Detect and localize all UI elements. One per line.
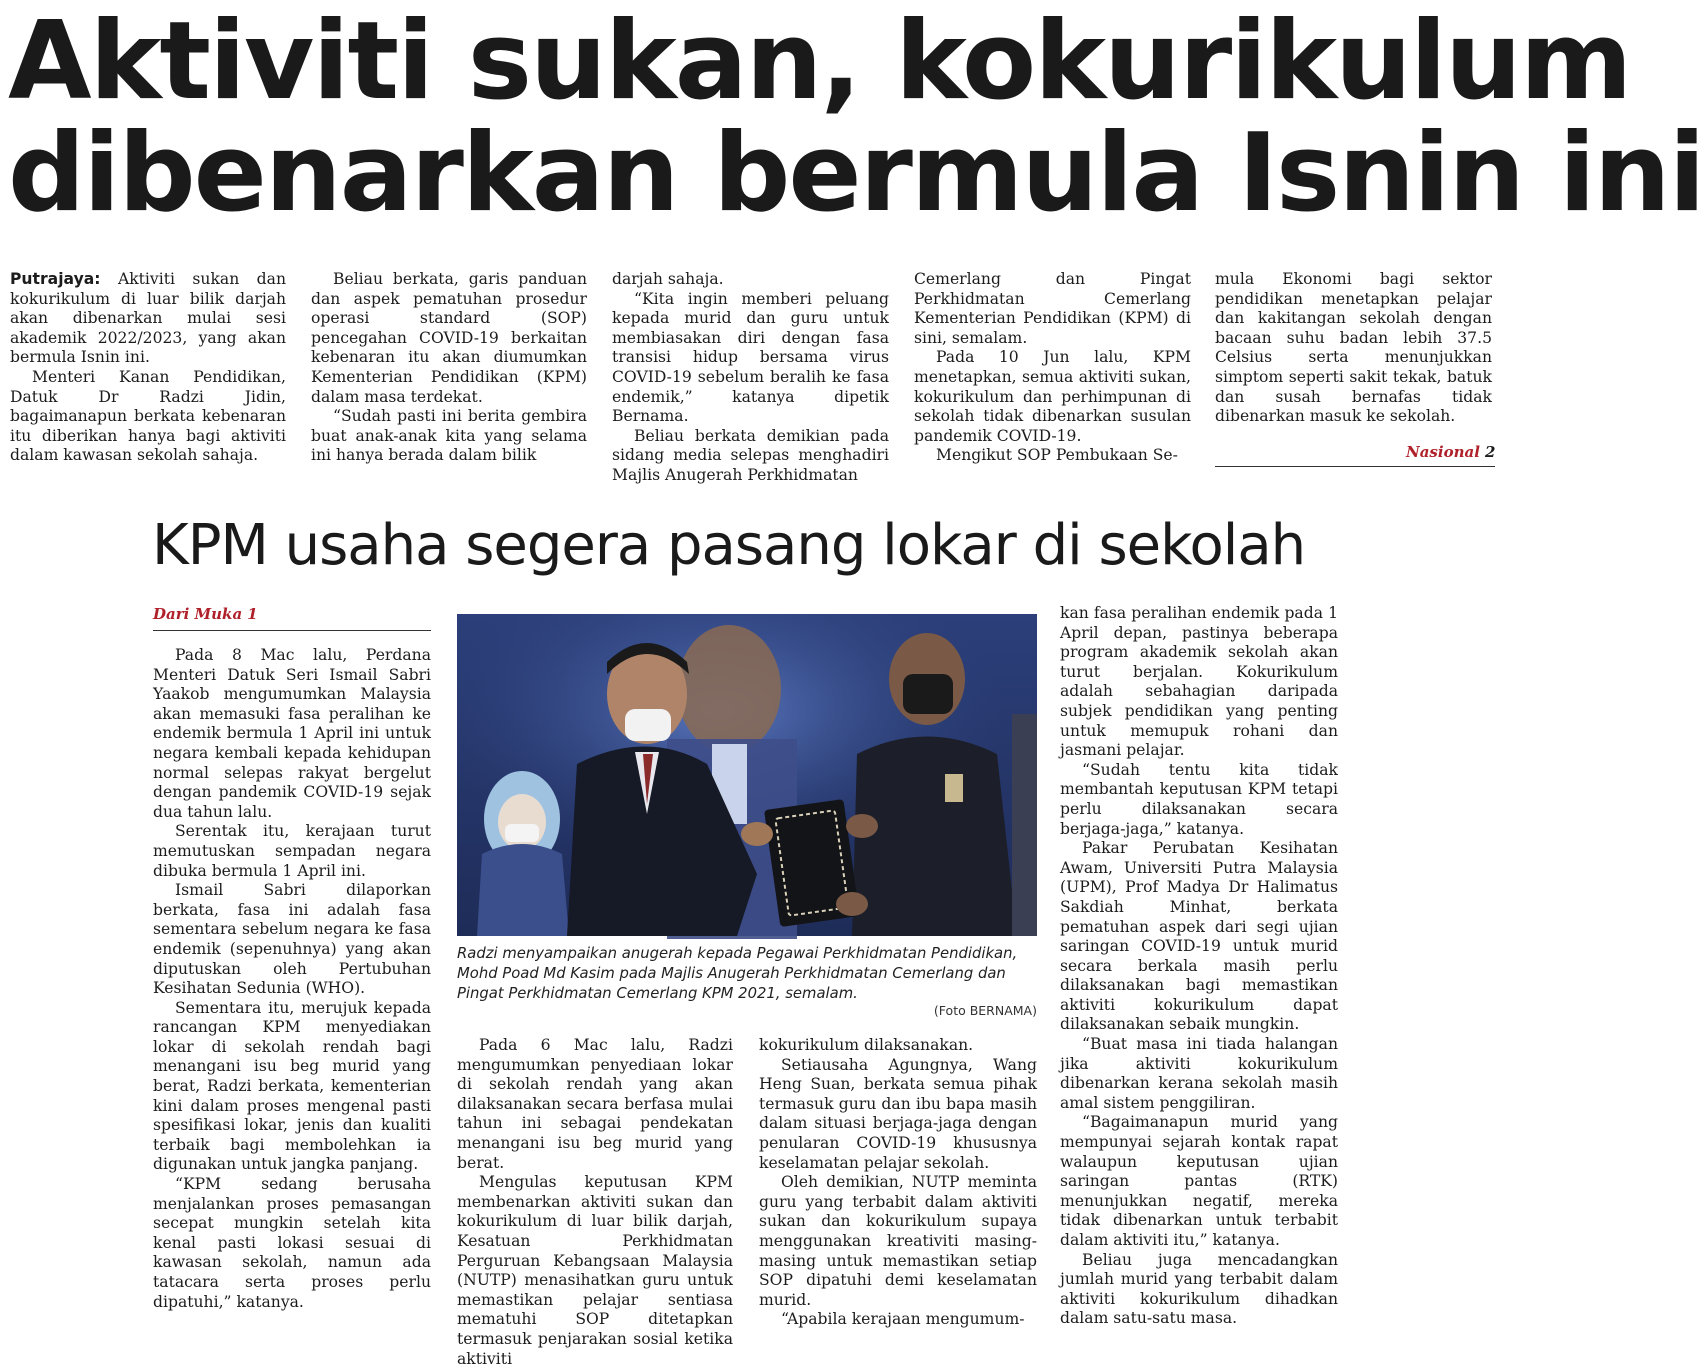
divider-kicker [153, 630, 431, 631]
jump-page: 2 [1485, 443, 1496, 461]
article2-col4-para-3: Pakar Perubatan Kesihatan Awam, Universiti Putra Malaysia (UPM), Prof Madya Dr Halimatus Sakdiah Minhat, berkata pematuhan aspek dari segi ujian saringan COVID-19 untuk murid secara berkala masih perlu dilaksanakan bagi memastikan aktiviti kokurikulum dapat dilaksanakan sebaik mungkin. [1060, 839, 1338, 1034]
article1-col2-para-1: Beliau berkata, garis panduan dan aspek pematuhan prosedur operasi standard (SOP) pencegahan COVID-19 berkaitan kebenaran itu akan diumumkan Kementerian Pendidikan (KPM) dalam masa terdekat. [311, 270, 587, 406]
jump-label: Nasional [1406, 443, 1480, 461]
article2-col4-para-2: “Sudah tentu kita tidak membantah keputusan KPM tetapi perlu dilaksanakan secara berjaga-jaga,” katanya. [1060, 760, 1338, 838]
article2-col4-para-1: kan fasa peralihan endemik pada 1 April depan, pastinya beberapa program akademik sekolah akan turut berjalan. Kokurikulum adalah sebahagian daripada subjek pendidikan yang penting untuk memupuk rohani dan jasmani pelajar. [1060, 604, 1338, 760]
article1-column-4 [914, 270, 1191, 466]
award-ceremony-photo [457, 614, 1037, 936]
photo-caption: Radzi menyampaikan anugerah kepada Pegawai Perkhidmatan Pendidikan, Mohd Poad Md Kasim pada Majlis Anugerah Perkhidmatan Cemerlang dan Pingat Perkhidmatan Cemerlang KPM 2021, semalam. [457, 945, 1018, 1002]
kicker-label: Dari Muka [153, 605, 243, 623]
article1-col3-para-3: Beliau berkata demikian pada sidang media selepas menghadiri Majlis Anugerah Perkhidmatan [612, 426, 889, 484]
article2-col1-para-4: Sementara itu, merujuk kepada rancangan KPM menyediakan lokar di sekolah rendah bagi menangani isu beg murid yang berat, Radzi berkata, kementerian kini dalam proses mengenal pasti spesifikasi lokar, jenis dan kualiti terbaik bagi membolehkan ia digunakan untuk jangka panjang. [153, 998, 431, 1174]
article1-col1-para-2: Menteri Kanan Pendidikan, Datuk Dr Radzi Jidin, bagaimanapun berkata kebenaran itu diberikan hanya bagi aktiviti dalam kawasan sekolah sahaja. [10, 367, 286, 465]
divider-jump [1215, 466, 1495, 467]
article2-col4-para-5: “Bagaimanapun murid yang mempunyai sejarah kontak rapat walaupun keputusan ujian saringan pantas (RTK) menunjukkan negatif, mereka tidak dibenarkan untuk terbabit dalam aktiviti itu,” katanya. [1060, 1113, 1338, 1249]
kicker-dari-muka [153, 604, 429, 623]
headline-main [8, 0, 1704, 236]
article1-col3-para-1: darjah sahaja. [612, 270, 724, 288]
article2-col3-para-2: Setiausaha Agungnya, Wang Heng Suan, berkata semua pihak termasuk guru dan ibu bapa masih dalam situasi berjaga-jaga dengan penularan COVID-19 khususnya keselamatan pelajar sekolah. [759, 1055, 1037, 1172]
photo-credit: (Foto BERNAMA) [933, 1003, 1037, 1018]
article2-col4-para-4: “Buat masa ini tiada halangan jika aktiviti kokurikulum dibenarkan kerana sekolah masih amal sistem penggiliran. [1060, 1035, 1338, 1112]
kicker-page: 1 [247, 605, 258, 623]
article1-col4-para-1: Cemerlang dan Pingat Perkhidmatan Cemerlang Kementerian Pendidikan (KPM) di sini, semalam. [914, 270, 1191, 347]
article2-column-3 [759, 1036, 1037, 1330]
headline-secondary: KPM usaha segera pasang lokar di sekolah [152, 513, 1306, 578]
article2-column-1 [153, 646, 431, 1312]
article2-col1-para-2: Serentak itu, kerajaan turut memutuskan sempadan negara dibuka bermula 1 April ini. [153, 822, 431, 880]
article2-col1-para-5: “KPM sedang berusaha menjalankan proses pemasangan secepat mungkin setelah kita kenal pasti lokasi sesuai di kawasan sekolah, namun ada tatacara serta proses perlu dipatuhi,” katanya. [153, 1175, 431, 1311]
article2-col3-para-3: Oleh demikian, NUTP meminta guru yang terbabit dalam aktiviti sukan dan kokurikulum supaya menggunakan kreativiti masing-masing untuk memastikan setiap SOP dipatuhi demi keselamatan murid. [759, 1173, 1037, 1309]
article1-column-3 [612, 270, 889, 486]
dateline: Putrajaya: [10, 270, 101, 288]
headline-main-line1: Aktiviti sukan, kokurikulum [8, 0, 1631, 124]
article2-col1-para-3: Ismail Sabri dilaporkan berkata, fasa ini adalah fasa sementara sebelum negara ke fasa endemik (sepenuhnya) yang akan diputuskan oleh Pertubuhan Kesihatan Sedunia (WHO). [153, 881, 431, 998]
article2-col4-para-6: Beliau juga mencadangkan jumlah murid yang terbabit dalam aktiviti kokurikulum dihadkan dalam satu-satu masa. [1060, 1250, 1338, 1328]
article1-col4-para-2: Pada 10 Jun lalu, KPM menetapkan, semua aktiviti sukan, kokurikulum dan perhimpunan di sekolah tidak dibenarkan susulan pandemik COVID-19. [914, 348, 1191, 445]
article1-col5-para-1: mula Ekonomi bagi sektor pendidikan menetapkan pelajar dan kakitangan sekolah dengan bacaan suhu badan lebih 37.5 Celsius serta menunjukkan simptom seperti sakit tekak, batuk dan susah bernafas tidak dibenarkan masuk ke sekolah. [1215, 270, 1492, 426]
article1-col4-para-3: Mengikut SOP Pembukaan Se- [936, 446, 1178, 465]
article2-col3-para-4: “Apabila kerajaan mengumum- [781, 1310, 1025, 1329]
article2-col2-para-2: Mengulas keputusan KPM membenarkan aktiviti sukan dan kokurikulum di luar bilik darjah, Kesatuan Perkhidmatan Perguruan Kebangsaan Malaysia (NUTP) menasihatkan guru untuk memastikan pelajar sentiasa mematuhi SOP ditetapkan termasuk penjarakan sosial ketika aktiviti [457, 1173, 733, 1368]
article1-col1-para-1: Aktiviti sukan dan kokurikulum di luar bilik darjah akan dibenarkan mulai sesi akademik 2022/2023, yang akan bermula Isnin ini. [10, 270, 286, 367]
headline-main-line2: dibenarkan bermula Isnin ini [8, 111, 1704, 236]
article1-column-2 [311, 270, 587, 466]
article1-column-1 [10, 270, 286, 466]
article1-column-5 [1215, 270, 1492, 427]
article2-column-2 [457, 1036, 733, 1369]
article1-col2-para-2: “Sudah pasti ini berita gembira buat anak-anak kita yang selama ini hanya berada dalam bilik [311, 407, 587, 465]
article2-col2-para-1: Pada 6 Mac lalu, Radzi mengumumkan penyediaan lokar di sekolah rendah yang akan dilaksanakan secara berfasa mulai tahun ini sebagai pendekatan menangani isu beg murid yang berat. [457, 1036, 733, 1172]
article2-col3-para-1: kokurikulum dilaksanakan. [759, 1036, 974, 1054]
article2-column-4 [1060, 604, 1338, 1329]
article1-col3-para-2: “Kita ingin memberi peluang kepada murid dan guru untuk membiasakan diri dengan fasa transisi hidup bersama virus COVID-19 sebelum beralih ke fasa endemik,” katanya dipetik Bernama. [612, 289, 889, 426]
article2-col1-para-1: Pada 8 Mac lalu, Perdana Menteri Datuk Seri Ismail Sabri Yaakob mengumumkan Malaysia akan memasuki fasa peralihan ke endemik bermula 1 April ini untuk negara kembali kepada kehidupan normal selepas rakyat bergelut dengan pandemik COVID-19 sejak dua tahun lalu. [153, 646, 431, 821]
jump-link-nasional[interactable] [1406, 442, 1496, 461]
news-photo [457, 614, 1037, 936]
